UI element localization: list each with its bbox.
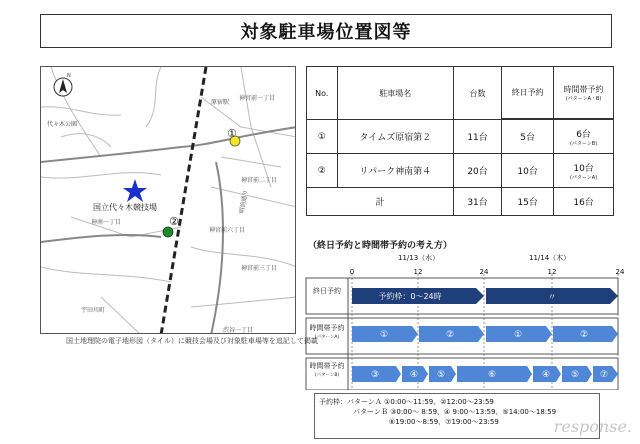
venue-star	[123, 179, 147, 202]
a-slot-3: ①	[513, 330, 523, 340]
venue-label: 国立代々木競技場	[93, 203, 157, 212]
tick-3: 12	[547, 268, 557, 276]
row-label-pattern-a	[307, 324, 347, 342]
tick-1: 12	[413, 268, 423, 276]
col-timeslot-sub: (パターンA・B)	[565, 95, 602, 102]
row-label-allday-text: 終日予約	[313, 287, 341, 295]
table-row	[307, 120, 614, 154]
row2-allday: 10台	[502, 154, 554, 188]
row1-timeslot-value: 6台	[576, 129, 591, 140]
tick-0: 0	[349, 268, 355, 276]
b-slot-6: ④	[541, 370, 551, 380]
total-count: 31台	[453, 188, 501, 216]
row1-timeslot	[554, 120, 614, 154]
total-timeslot: 16台	[554, 188, 614, 216]
row1-pattern: (パターンB)	[569, 140, 598, 147]
row2-pattern: (パターンA)	[569, 174, 598, 181]
row-label-pattern-b	[307, 362, 347, 380]
map-label-6: 宇田川町	[81, 307, 106, 314]
row-label-b-sub: (パターンB)	[314, 373, 340, 378]
row2-timeslot	[554, 154, 614, 188]
map-label-7: 渋谷一丁目	[223, 327, 254, 334]
map-label-5: 神宮前六丁目	[209, 227, 246, 234]
map-label-8: 明治通り	[238, 189, 250, 215]
map-label-2: 神宮前一丁目	[239, 95, 276, 102]
page-title: 対象駐車場位置図等	[40, 14, 612, 48]
map-label-1: 代々木公園	[47, 121, 78, 128]
col-timeslot	[554, 67, 614, 119]
row2-timeslot-value: 10台	[573, 163, 594, 174]
parking-table	[306, 66, 614, 216]
watermark: response.	[553, 417, 632, 436]
map-graphic	[41, 67, 296, 334]
legend-line-2: パターンＢ ③0:00～ 8:59、④ 9:00～13:59、⑤14:00～18:59	[353, 408, 557, 416]
b-slot-4: ⑥	[487, 370, 497, 380]
b-slot-1: ③	[370, 370, 380, 380]
a-slot-2: ②	[445, 330, 455, 340]
map-label-4: 神南一丁目	[91, 219, 122, 226]
map-label-9: 神宮前三丁目	[241, 265, 278, 272]
a-slot-1: ①	[379, 330, 389, 340]
b-slot-3: ⑤	[436, 370, 446, 380]
b-slot-7: ⑤	[570, 370, 580, 380]
row1-no: ①	[307, 120, 338, 154]
row-label-b-text: 時間帯予約	[309, 362, 345, 370]
map-credit: 国土地理院の電子地形図（タイル）に競技会場及び対象駐車場等を追記して掲載	[66, 337, 318, 345]
row2-name: リパーク神南第４	[337, 154, 453, 188]
marker2-label: ②	[169, 215, 179, 228]
map-label-0: 原宿駅	[211, 99, 230, 106]
total-label: 計	[307, 188, 454, 216]
col-timeslot-label: 時間帯予約	[563, 84, 604, 94]
map-label-3: 神宮前二丁目	[241, 177, 278, 184]
col-count: 台数	[453, 67, 501, 120]
row1-allday: 5台	[502, 120, 554, 154]
total-allday: 15台	[502, 188, 554, 216]
legend-line-1: 予約枠：パターンＡ ①0:00～11:59、②12:00～23:59	[319, 398, 494, 406]
row-label-a-text: 時間帯予約	[309, 324, 345, 332]
table-total-row	[307, 188, 614, 216]
day-label-2: 11/14（木）	[529, 254, 571, 262]
row2-count: 20台	[453, 154, 501, 188]
row1-name: タイムズ原宿第２	[337, 120, 453, 154]
row1-count: 11台	[453, 120, 501, 154]
tick-4: 24	[615, 268, 625, 276]
col-allday-label: 終日予約	[511, 88, 544, 97]
location-map: N ① ② 国立代々木競技場 原宿駅 代々木公園 神宮前一丁目 神宮前二丁目 神南一丁目 神宮前六丁目 宇田川町 渋谷一丁目 明治通り 神宮前三丁目	[40, 66, 296, 334]
row2-no: ②	[307, 154, 338, 188]
col-name: 駐車場名	[337, 67, 453, 120]
row-label-a-sub: (パターンA)	[314, 335, 340, 340]
marker1-label: ①	[227, 127, 237, 140]
day-label-1: 11/13（水）	[398, 254, 440, 262]
tick-2: 24	[479, 268, 489, 276]
allday-ditto: 〃	[547, 293, 557, 303]
schedule-chart	[300, 260, 634, 390]
schedule-title: （終日予約と時間帯予約の考え方）	[308, 241, 453, 251]
a-slot-4: ②	[579, 330, 589, 340]
parking-marker-2	[163, 227, 173, 237]
legend-line-3: ⑥19:00～8:59、⑦19:00～23:59	[389, 418, 499, 426]
col-no: No.	[307, 67, 338, 120]
allday-text: 予約枠：0～24時	[378, 292, 442, 301]
row-label-allday	[307, 287, 347, 296]
table-row	[307, 154, 614, 188]
col-allday	[502, 67, 554, 119]
b-slot-2: ④	[409, 370, 419, 380]
b-slot-8: ⑦	[599, 370, 609, 380]
